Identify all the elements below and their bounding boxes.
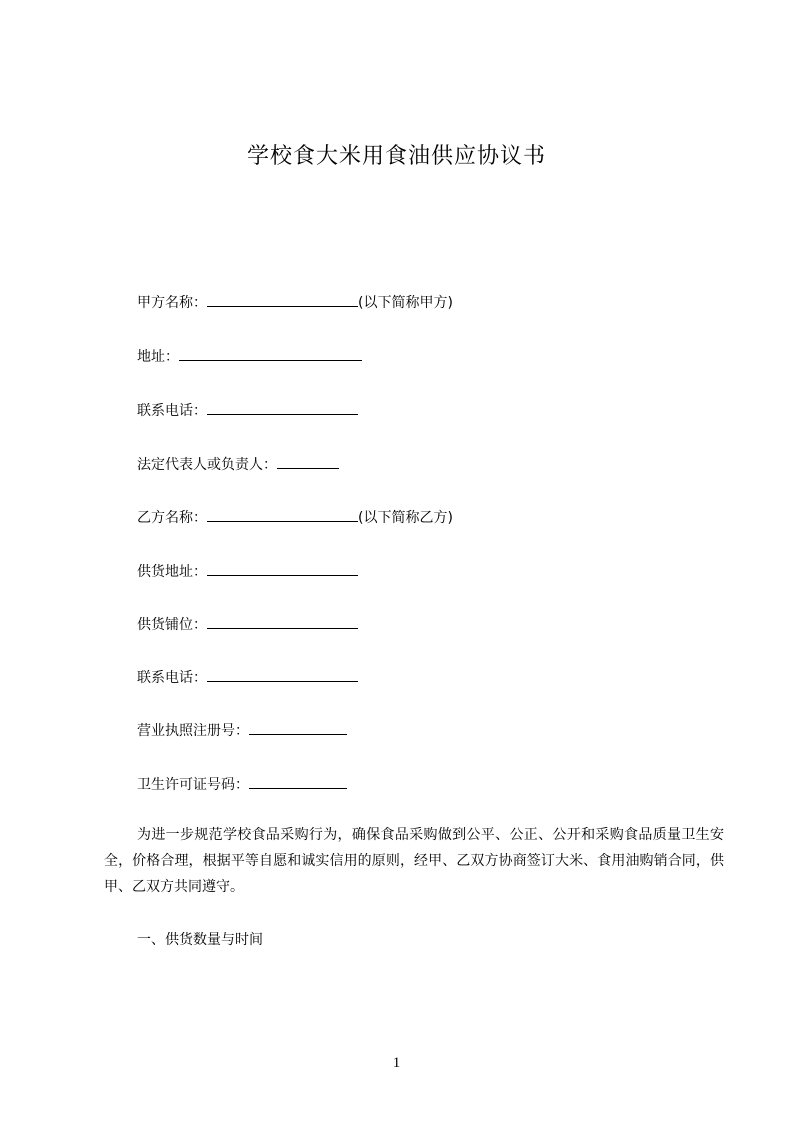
field-label: 联系电话： [137,670,207,686]
party-a-phone-field [137,399,358,421]
fill-blank [249,773,347,789]
fill-blank [207,613,358,629]
fill-blank [207,399,358,415]
field-label: 联系电话： [137,403,207,419]
section-heading: 一、供货数量与时间 [137,932,263,948]
fill-blank [277,453,339,469]
fill-blank [207,506,358,522]
field-label: 法定代表人或负责人： [137,457,277,473]
supply-address-field [137,560,358,582]
field-label: 卫生许可证号码： [137,777,249,793]
fill-blank [179,345,362,361]
party-b-phone-field [137,666,358,688]
field-label: 供货地址： [137,564,207,580]
field-suffix: (以下简称乙方) [358,510,453,526]
intro-paragraph: 为进一步规范学校食品采购行为，确保食品采购做到公平、公正、公开和采购食品质量卫生安全，价格合理，根据平等自愿和诚实信用的原则，经甲、乙双方协商签订大米、食用油购销合同，供甲、乙双方共同遵守。 [104,827,724,895]
field-label: 甲方名称： [137,295,207,311]
business-license-field [137,719,347,741]
party-b-name-field [137,506,453,528]
field-label: 供货铺位： [137,617,207,633]
field-label: 营业执照注册号： [137,723,249,739]
fill-blank [207,291,358,307]
fill-blank [249,719,347,735]
party-a-name-field [137,291,453,313]
party-a-address-field [137,345,362,367]
field-label: 乙方名称： [137,510,207,526]
field-suffix: (以下简称甲方) [358,295,453,311]
fill-blank [207,560,358,576]
field-label: 地址： [137,349,179,365]
document-title: 学校食大米用食油供应协议书 [246,144,546,169]
legal-representative-field [137,453,339,475]
fill-blank [207,666,358,682]
health-permit-field [137,773,347,795]
page-number: 1 [392,1055,401,1071]
supply-stall-field [137,613,358,635]
